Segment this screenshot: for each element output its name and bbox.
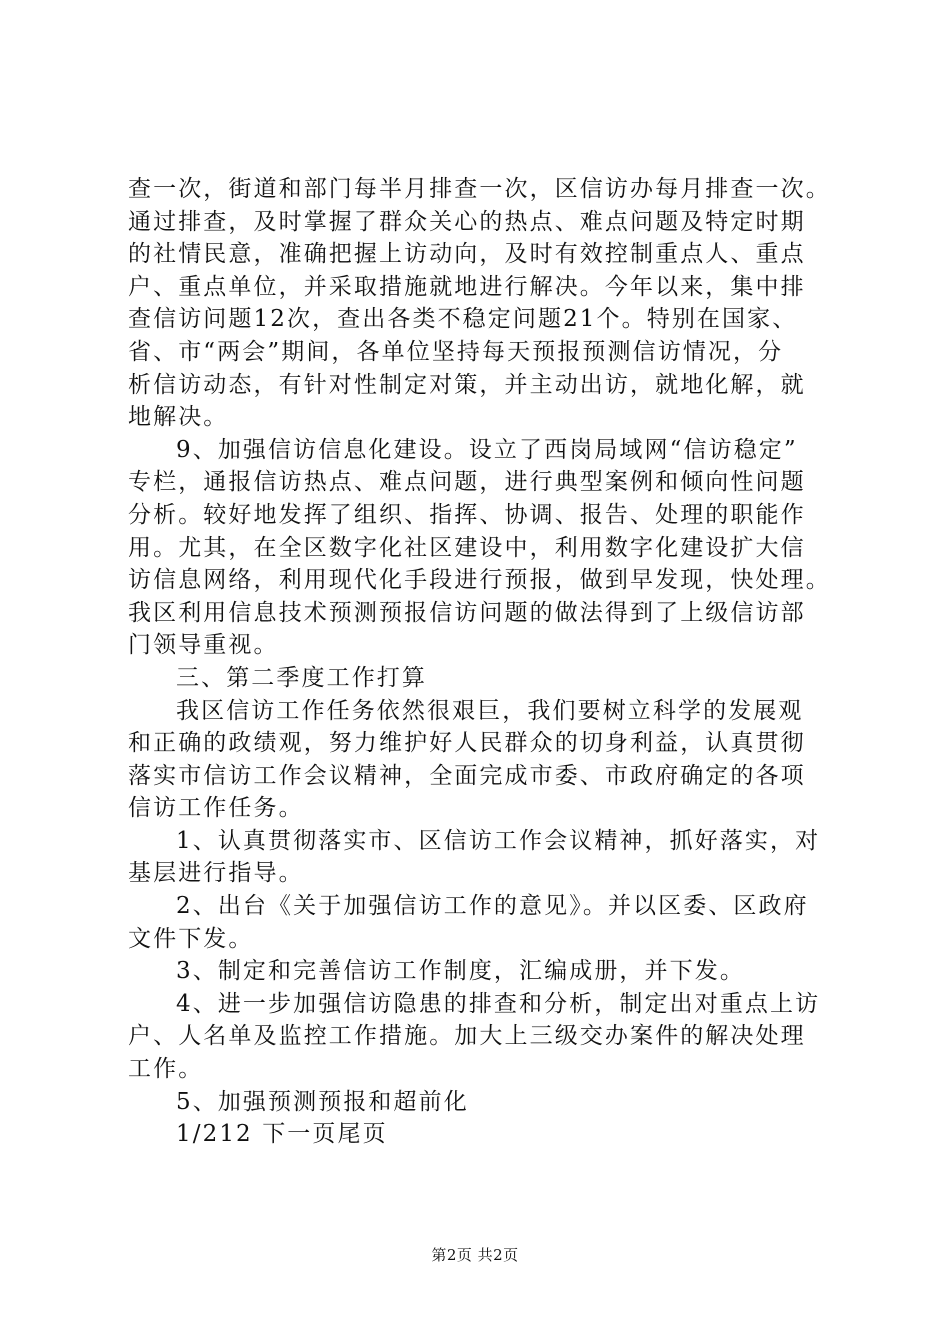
text-line: 查信访问题12次，查出各类不稳定问题21个。特别在国家、 bbox=[128, 306, 798, 333]
text-line: 用。尤其，在全区数字化社区建设中，利用数字化建设扩大信 bbox=[128, 534, 806, 561]
text-line: 文件下发。 bbox=[128, 925, 254, 952]
text-line: 的社情民意，准确把握上访动向，及时有效控制重点人、重点 bbox=[128, 241, 806, 268]
text-line: 析信访动态，有针对性制定对策，并主动出访，就地化解，就 bbox=[128, 371, 806, 398]
text-line: 5、加强预测预报和超前化 bbox=[176, 1088, 469, 1115]
text-line: 9、加强信访信息化建设。设立了西岗局域网“信访稳定” bbox=[176, 436, 798, 463]
text-line: 1、认真贯彻落实市、区信访工作会议精神，抓好落实，对 bbox=[176, 827, 821, 854]
text-line: 地解决。 bbox=[128, 404, 229, 431]
text-line: 基层进行指导。 bbox=[128, 860, 304, 887]
text-line: 工作。 bbox=[128, 1056, 204, 1083]
text-line: 信访工作任务。 bbox=[128, 795, 304, 822]
text-line: 2、出台《关于加强信访工作的意见》。并以区委、区政府 bbox=[176, 893, 809, 920]
text-line: 三、第二季度工作打算 bbox=[176, 664, 427, 691]
text-line: 户、重点单位，并采取措施就地进行解决。今年以来，集中排 bbox=[128, 273, 806, 300]
text-line: 分析。较好地发挥了组织、指挥、协调、报告、处理的职能作 bbox=[128, 501, 806, 528]
text-line: 访信息网络，利用现代化手段进行预报，做到早发现，快处理。 bbox=[128, 567, 831, 594]
text-line: 4、进一步加强信访隐患的排查和分析，制定出对重点上访 bbox=[176, 990, 821, 1017]
text-line: 我区利用信息技术预测预报信访问题的做法得到了上级信访部 bbox=[128, 599, 806, 626]
text-line: 和正确的政绩观，努力维护好人民群众的切身利益，认真贯彻 bbox=[128, 730, 806, 757]
page-footer: 第2页 共2页 bbox=[431, 1246, 519, 1264]
text-line: 1/212 下一页尾页 bbox=[176, 1121, 388, 1148]
text-line: 3、制定和完善信访工作制度，汇编成册，并下发。 bbox=[176, 958, 745, 985]
text-line: 查一次，街道和部门每半月排查一次，区信访办每月排查一次。 bbox=[128, 176, 831, 202]
text-line: 落实市信访工作会议精神，全面完成市委、市政府确定的各项 bbox=[128, 762, 806, 789]
text-line: 专栏，通报信访热点、难点问题，进行典型案例和倾向性问题 bbox=[128, 469, 806, 496]
text-line: 户、人名单及监控工作措施。加大上三级交办案件的解决处理 bbox=[128, 1023, 806, 1050]
text-line: 我区信访工作任务依然很艰巨，我们要树立科学的发展观 bbox=[176, 697, 804, 724]
text-line: 通过排查，及时掌握了群众关心的热点、难点问题及特定时期 bbox=[128, 208, 806, 235]
document-body bbox=[128, 173, 840, 1151]
text-line: 省、市“两会”期间，各单位坚持每天预报预测信访情况，分 bbox=[128, 338, 784, 365]
text-line: 门领导重视。 bbox=[128, 632, 279, 659]
